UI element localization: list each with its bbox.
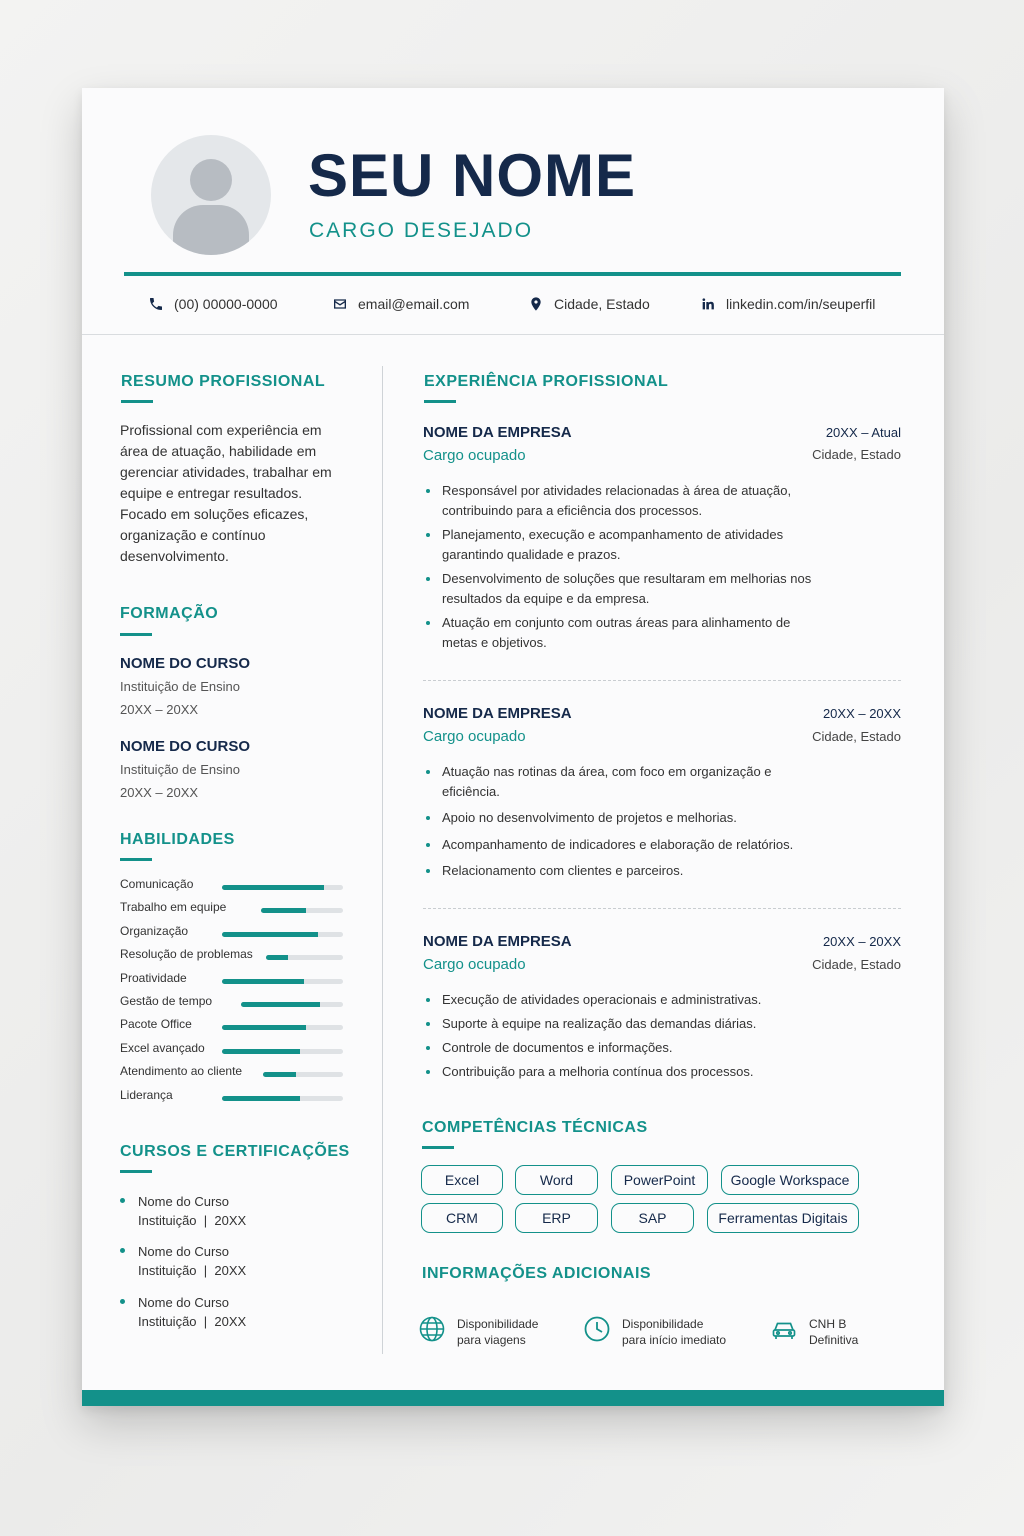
competency-tag: Word (515, 1165, 598, 1195)
job-period: 20XX – Atual (825, 425, 901, 440)
contact-email (332, 296, 469, 312)
contact-email-text: email@email.com (358, 296, 470, 312)
additional-info-line1: Disponibilidade (622, 1317, 704, 1331)
skill-name: Proatividade (120, 970, 187, 985)
skills-heading: HABILIDADES (120, 831, 235, 848)
bullet-dot (120, 1248, 125, 1253)
location-pin-icon (528, 296, 544, 312)
education-institution: Instituição de Ensino (120, 762, 240, 777)
skill-level-fill (222, 1096, 300, 1101)
avatar-placeholder (151, 135, 271, 255)
competencies-heading-rule (422, 1146, 454, 1149)
certification-detail: Instituição | 20XX (138, 1263, 247, 1278)
job-bullet: Planejamento, execução e acompanhamento de atividades garantindo qualidade e prazos. (423, 525, 828, 564)
bullet-dot (120, 1299, 125, 1304)
skill-level-fill (222, 1025, 306, 1030)
education-institution: Instituição de Ensino (120, 679, 240, 694)
car-icon (771, 1316, 797, 1342)
job-bullets (423, 762, 803, 881)
skill-level-bar (222, 885, 343, 890)
education-period: 20XX – 20XX (120, 785, 199, 800)
skill-level-bar (263, 1072, 343, 1077)
competency-tag: Ferramentas Digitais (707, 1203, 859, 1233)
additional-info-line1: CNH B (809, 1317, 847, 1331)
job-bullet: Relacionamento com clientes e parceiros. (423, 861, 803, 881)
skill-level-bar (222, 979, 343, 984)
additional-info-item (771, 1316, 858, 1348)
avatar-head-shape (190, 159, 232, 201)
job-company: NOME DA EMPRESA (423, 424, 572, 441)
certification-name: Nome do Curso (138, 1194, 230, 1209)
job-separator (423, 908, 901, 909)
skill-level-fill (222, 1049, 300, 1054)
skill-level-bar (222, 1025, 343, 1030)
competency-tag: PowerPoint (611, 1165, 708, 1195)
job-bullet: Atuação em conjunto com outras áreas para alinhamento de metas e objetivos. (423, 613, 828, 652)
certification-name: Nome do Curso (138, 1244, 230, 1259)
education-period: 20XX – 20XX (120, 702, 199, 717)
certification-name: Nome do Curso (138, 1295, 230, 1310)
job-bullet: Controle de documentos e informações. (423, 1038, 853, 1058)
contact-location-text: Cidade, Estado (554, 296, 650, 312)
additional-info-item (419, 1316, 538, 1348)
header-divider (124, 272, 901, 276)
skill-name: Resolução de problemas (120, 947, 253, 962)
skill-name: Liderança (120, 1087, 173, 1102)
job-company: NOME DA EMPRESA (423, 933, 572, 950)
job-role: Cargo ocupado (423, 728, 526, 745)
competency-tag: ERP (515, 1203, 598, 1233)
skill-level-fill (222, 979, 304, 984)
job-location: Cidade, Estado (812, 447, 901, 462)
additional-info-line1: Disponibilidade (457, 1317, 539, 1331)
skill-name: Comunicação (120, 877, 194, 891)
job-bullets (423, 481, 828, 652)
certifications-heading: CURSOS E CERTIFICAÇÕES (120, 1143, 350, 1160)
additional-info-heading: INFORMAÇÕES ADICIONAIS (422, 1265, 652, 1282)
skill-level-bar (266, 955, 343, 960)
job-role: Cargo ocupado (423, 447, 526, 464)
competency-tag: Excel (421, 1165, 503, 1195)
footer-accent-bar (82, 1390, 944, 1406)
competency-tag: CRM (421, 1203, 503, 1233)
education-course: NOME DO CURSO (120, 738, 251, 755)
avatar-body-shape (173, 205, 249, 255)
experience-heading-rule (424, 400, 456, 403)
contact-bar (82, 296, 944, 316)
linkedin-icon (700, 296, 716, 312)
skill-name: Pacote Office (120, 1017, 192, 1032)
resume-page (82, 88, 944, 1406)
job-bullet: Desenvolvimento de soluções que resultaram em melhorias nos resultados da equipe e da empresa. (423, 569, 828, 608)
skill-level-fill (263, 1072, 296, 1077)
education-heading: FORMAÇÃO (120, 605, 219, 622)
additional-info-item (584, 1316, 726, 1348)
certification-item (120, 1192, 246, 1230)
job-company: NOME DA EMPRESA (423, 705, 572, 722)
job-location: Cidade, Estado (812, 957, 901, 972)
job-bullet: Atuação nas rotinas da área, com foco em organização e eficiência. (423, 762, 803, 801)
job-period: 20XX – 20XX (822, 934, 901, 949)
skill-level-bar (222, 1096, 343, 1101)
column-divider (382, 366, 383, 1354)
phone-icon (148, 296, 164, 312)
skill-level-fill (266, 955, 288, 960)
certification-detail: Instituição | 20XX (138, 1213, 247, 1228)
job-bullet: Apoio no desenvolvimento de projetos e melhorias. (423, 808, 803, 828)
competency-tag: SAP (611, 1203, 694, 1233)
contact-linkedin (700, 296, 875, 312)
job-period: 20XX – 20XX (822, 706, 901, 721)
job-separator (423, 680, 901, 681)
resume-name: SEU NOME (308, 142, 637, 209)
additional-info-line2: para início imediato (622, 1333, 727, 1347)
experience-heading: EXPERIÊNCIA PROFISSIONAL (424, 373, 669, 390)
competencies-heading: COMPETÊNCIAS TÉCNICAS (422, 1119, 648, 1136)
resume-role: CARGO DESEJADO (309, 219, 534, 242)
skills-heading-rule (120, 858, 152, 861)
skill-level-bar (222, 932, 343, 937)
additional-info-line2: para viagens (457, 1333, 526, 1347)
contact-location (528, 296, 650, 312)
contact-bar-divider (82, 334, 944, 335)
globe-icon (419, 1316, 445, 1342)
job-bullet: Contribuição para a melhoria contínua dos processos. (423, 1062, 853, 1082)
job-bullet: Suporte à equipe na realização das demandas diárias. (423, 1014, 853, 1034)
job-role: Cargo ocupado (423, 956, 526, 973)
contact-linkedin-text: linkedin.com/in/seuperfil (726, 296, 876, 312)
certification-item (120, 1242, 246, 1280)
job-location: Cidade, Estado (812, 729, 901, 744)
contact-phone (148, 296, 278, 312)
contact-phone-text: (00) 00000-0000 (174, 296, 278, 312)
education-heading-rule (120, 633, 152, 636)
competency-tag: Google Workspace (721, 1165, 859, 1195)
skill-level-bar (222, 1049, 343, 1054)
envelope-icon (332, 296, 348, 312)
skill-name: Gestão de tempo (120, 994, 213, 1008)
certification-detail: Instituição | 20XX (138, 1314, 247, 1329)
skill-name: Excel avançado (120, 1040, 205, 1055)
job-bullets (423, 990, 853, 1082)
bullet-dot (120, 1198, 125, 1203)
summary-heading-rule (121, 400, 153, 403)
skill-level-fill (222, 932, 318, 937)
summary-text: Profissional com experiência em área de atuação, habilidade em gerenciar atividades, trabalhar em equipe e entregar resultados. Focado em soluções eficazes, organização e contínuo desenvolvimento. (120, 422, 332, 564)
skill-level-fill (261, 908, 306, 913)
certifications-heading-rule (120, 1170, 152, 1173)
skill-name: Organização (120, 923, 189, 938)
education-course: NOME DO CURSO (120, 655, 251, 672)
job-bullet: Execução de atividades operacionais e administrativas. (423, 990, 853, 1010)
skill-name: Atendimento ao cliente (120, 1064, 243, 1079)
skill-level-bar (261, 908, 343, 913)
additional-info-line2: Definitiva (809, 1333, 859, 1347)
summary-heading: RESUMO PROFISSIONAL (121, 373, 326, 390)
certification-item (120, 1293, 246, 1331)
job-bullet: Responsável por atividades relacionadas à área de atuação, contribuindo para a eficiência dos processos. (423, 481, 828, 520)
skill-level-fill (241, 1002, 320, 1007)
skill-level-fill (222, 885, 324, 890)
skill-level-bar (241, 1002, 343, 1007)
job-bullet: Acompanhamento de indicadores e elaboração de relatórios. (423, 835, 843, 855)
clock-icon (584, 1316, 610, 1342)
skill-name: Trabalho em equipe (120, 900, 227, 915)
